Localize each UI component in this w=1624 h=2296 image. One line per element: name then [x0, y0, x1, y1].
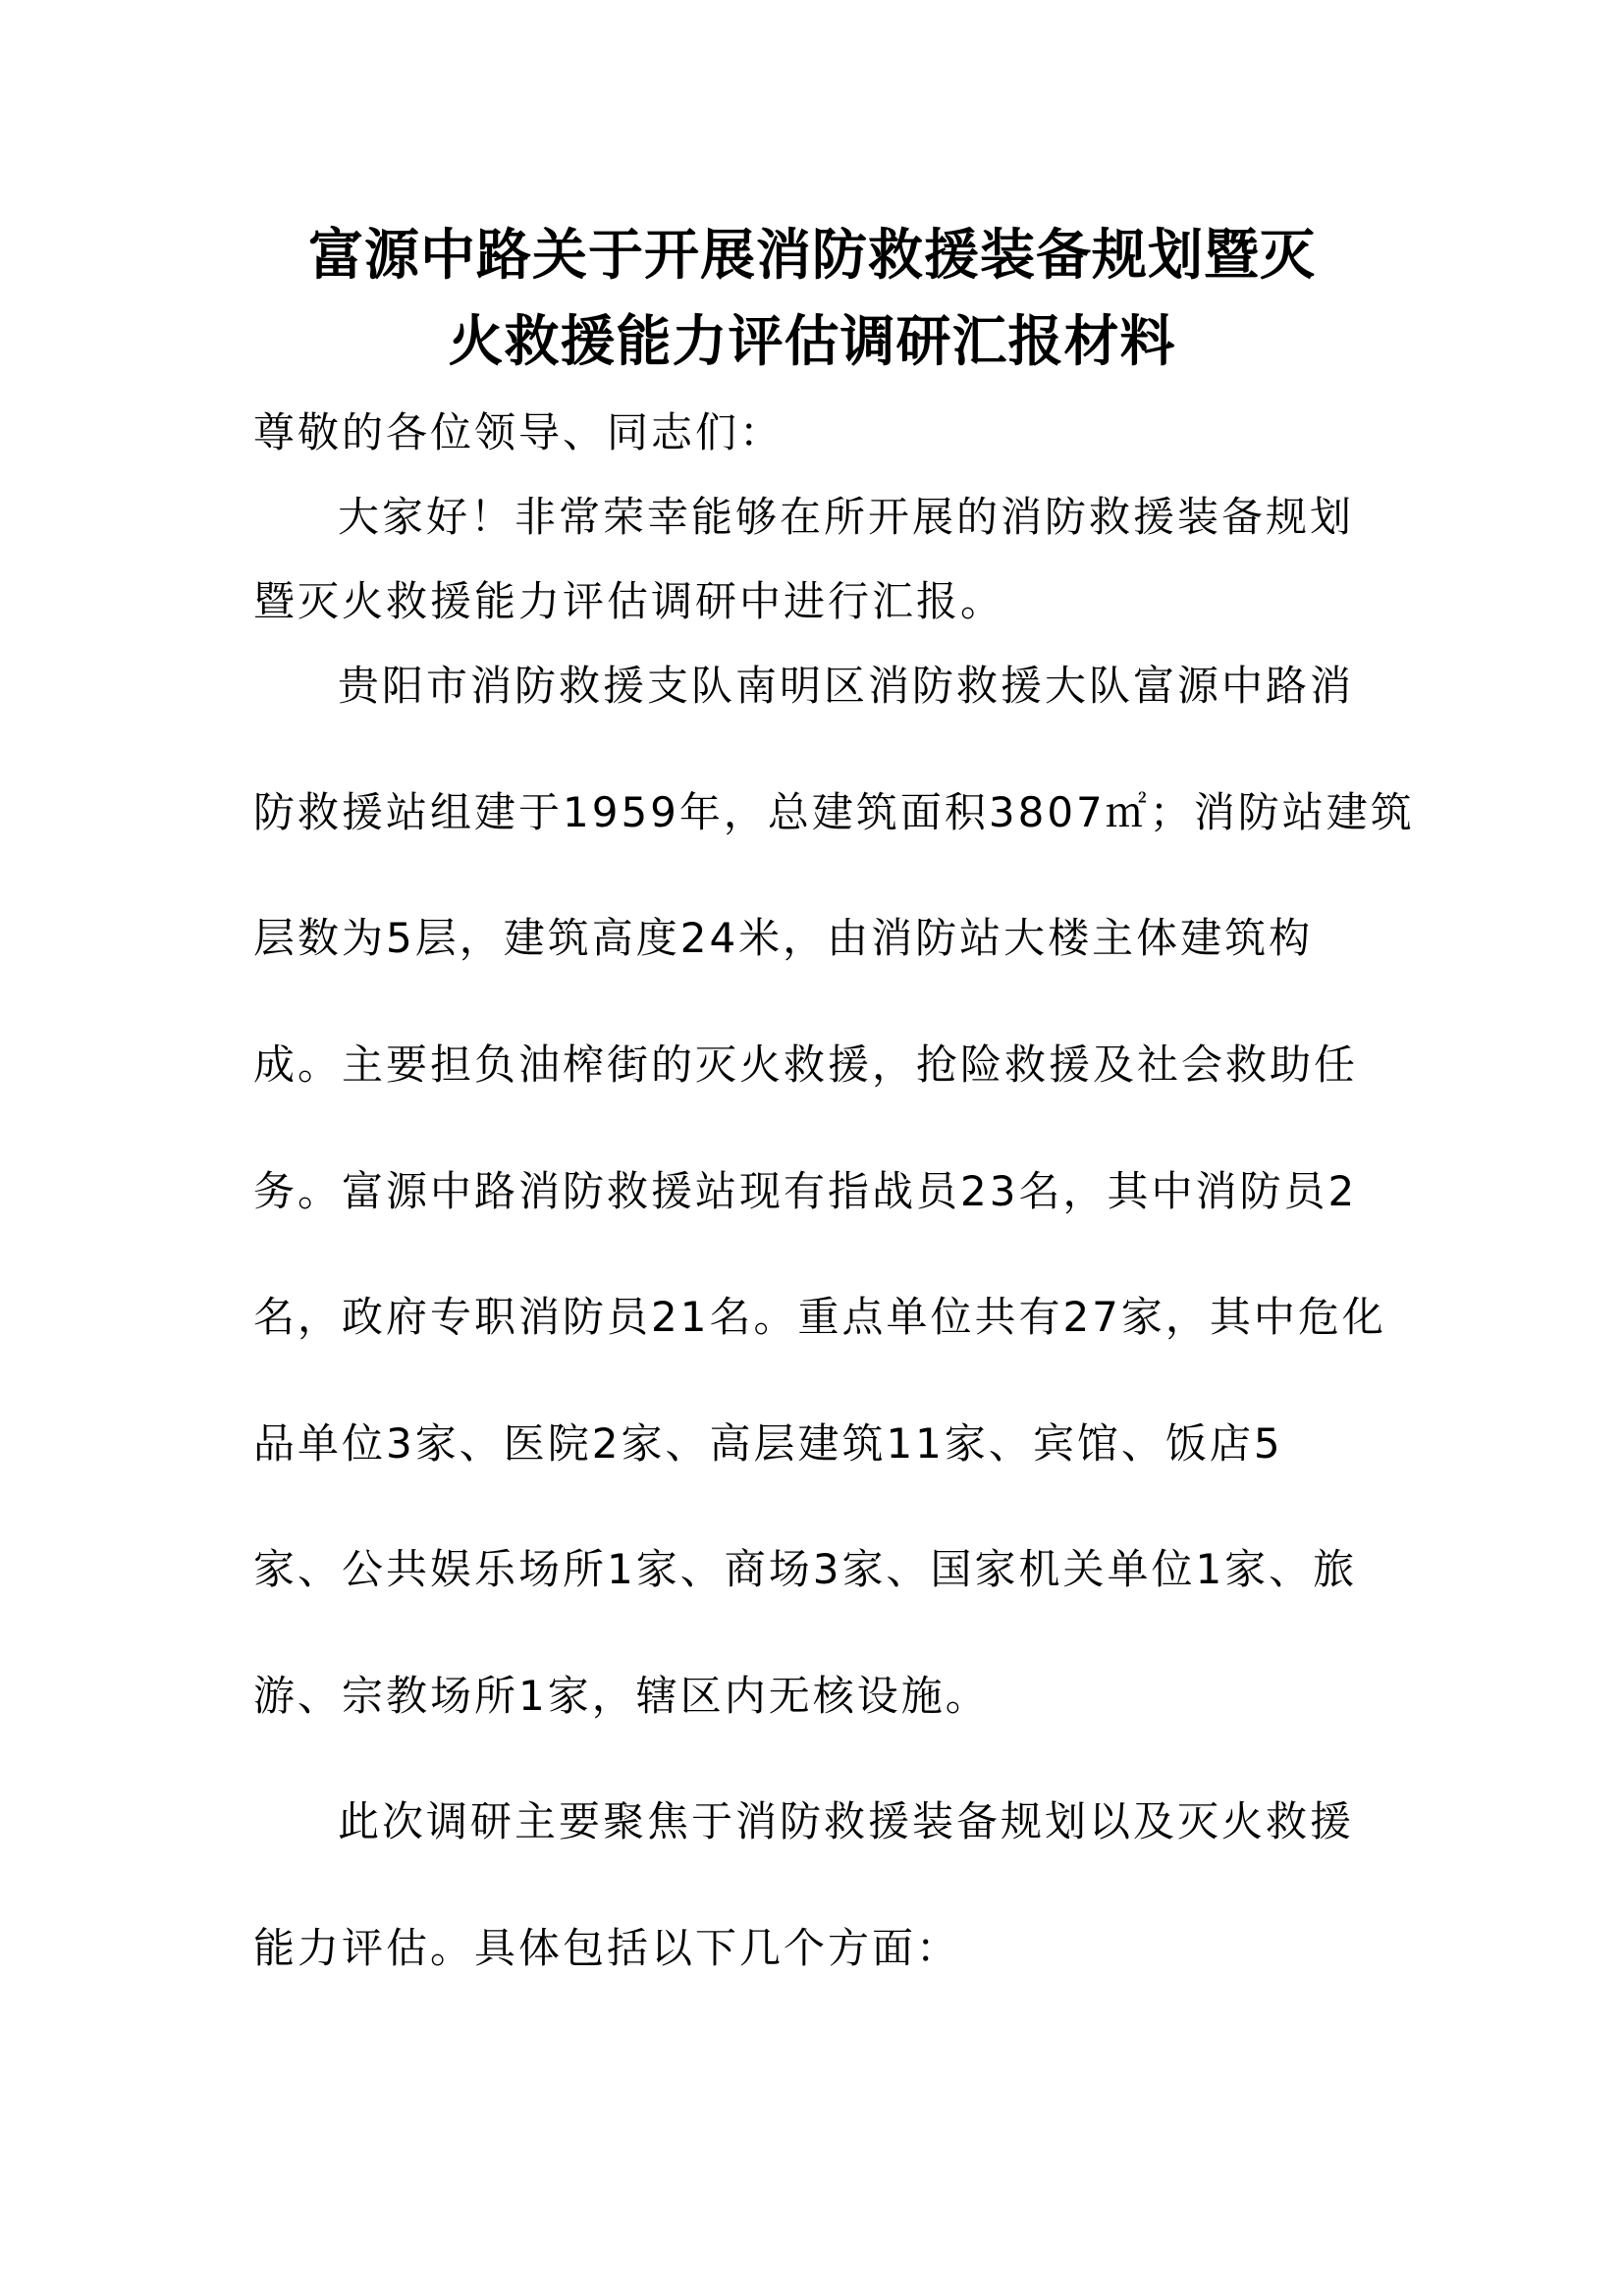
text-line: 贵阳市消防救援支队南明区消防救援大队富源中路消: [338, 662, 1355, 710]
text-line: 游、宗教场所1家，辖区内无核设施。: [253, 1672, 990, 1720]
text-line: 务。富源中路消防救援站现有指战员23名，其中消防员2: [253, 1167, 1358, 1215]
title-line: 富源中路关于开展消防救援装备规划暨灭: [308, 223, 1316, 288]
text-line: 暨灭火救援能力评估调研中进行汇报。: [253, 577, 1005, 625]
text-line: 大家好！非常荣幸能够在所开展的消防救援装备规划: [338, 493, 1355, 541]
text-line: 层数为5层，建筑高度24米，由消防站大楼主体建筑构: [253, 914, 1314, 962]
text-line: 能力评估。具体包括以下几个方面：: [253, 1924, 961, 1972]
title-line: 火救援能力评估调研汇报材料: [448, 309, 1176, 374]
text-line: 此次调研主要聚焦于消防救援装备规划以及灭火救援: [338, 1797, 1355, 1845]
text-line: 成。主要担负油榨街的灭火救援，抢险救援及社会救助任: [253, 1041, 1359, 1089]
text-line: 家、公共娱乐场所1家、商场3家、国家机关单位1家、旅: [253, 1545, 1358, 1593]
text-line: 名，政府专职消防员21名。重点单位共有27家，其中危化: [253, 1293, 1386, 1341]
text-line: 防救援站组建于1959年，总建筑面积3807㎡；消防站建筑: [253, 788, 1415, 836]
salutation: 尊敬的各位领导、同志们：: [253, 408, 785, 456]
text-line: 品单位3家、医院2家、高层建筑11家、宾馆、饭店5: [253, 1419, 1283, 1468]
